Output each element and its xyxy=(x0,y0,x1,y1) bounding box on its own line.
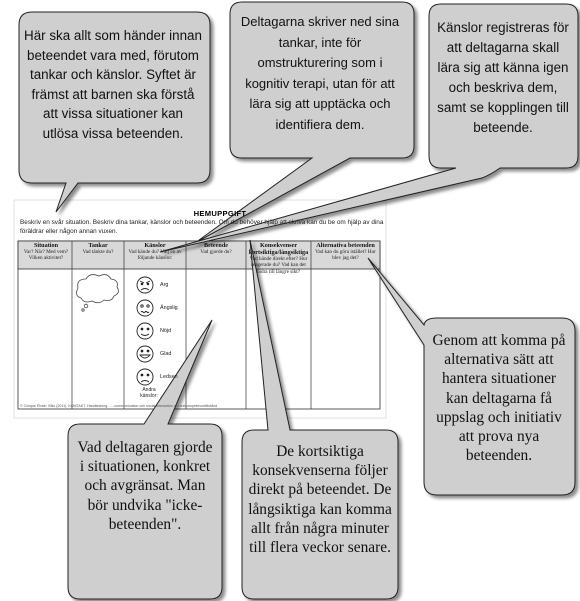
column-subtitle: Vad hände direkt efter? Hur reagerade du? Vad kan det bidra till längre sikt? xyxy=(249,256,308,275)
column-title: Situation xyxy=(33,242,59,249)
column-subtitle: Vad tänkte du? xyxy=(82,249,114,255)
column-subtitle: Vad kände du? Välj en av följande känslor: xyxy=(128,249,182,262)
column-header-consequences xyxy=(247,242,310,275)
happy-face-icon xyxy=(137,346,153,362)
content-face-icon xyxy=(137,323,153,339)
callout-before-text: Här ska allt som händer innan beteendet vara med, förutom tankar och känslor. Syftet är främst att barnen ska förstå att vissa situationer kan utlösa vissa beteenden. xyxy=(24,28,202,141)
emotion-label-angry: Arg xyxy=(160,282,169,288)
emotion-label-happy: Glad xyxy=(160,351,172,357)
emotion-label-content: Nöjd xyxy=(160,328,172,334)
column-header-feelings xyxy=(125,242,185,262)
sad-face-icon xyxy=(137,369,153,385)
worksheet-footer: © Clinque Elvsin. Bilio (2011). KOMTAKT. Handledning... ...communication och social interaction vid autismspektrumtillstånd xyxy=(20,404,218,408)
column-title: Känslor xyxy=(144,242,166,249)
column-title: Alternativa beteenden xyxy=(316,242,375,249)
column-title: Konsekvenser kortsiktiga/långsiktiga xyxy=(248,242,309,256)
callout-consequences-text: De kortsiktiga konsekvenserna följer direkt på beteendet. De långsiktiga kan komma allt från några minuter till flera veckor senare. xyxy=(248,443,392,557)
column-subtitle: Var? När? Med vem? Vilken aktivitet? xyxy=(23,249,69,262)
callout-thoughts-text: Deltagarna skriver ned sina tankar, inte för omstrukturering som i kognitiv terapi, utan för att lära sig att upptäcka och identifiera dem. xyxy=(240,14,400,132)
callout-behavior-text: Vad deltagaren gjorde i situationen, konkret och avgränsat. Man bör undvika "icke-beteenden". xyxy=(77,439,213,533)
callout-feelings-text: Känslor registreras för att deltagarna skall lära sig att känna igen och beskriva dem, samt se kopplingen till beteende. xyxy=(437,20,569,135)
worksheet-instruction: Beskriv en svår situation. Beskriv dina tankar, känslor och beteenden. Om du behöver hjälp att skriva kan du be om hjälp av dina föräldrar eller någon annan vuxen. xyxy=(20,219,384,235)
column-title: Tankar xyxy=(88,242,108,249)
worksheet-title: HEMUPPGIFT xyxy=(193,209,247,218)
emotion-label-sad: Ledsen xyxy=(160,374,178,380)
emotion-other-label: Andra känslor: xyxy=(140,387,158,399)
column-subtitle: Vad kan du göra istället? Hur blev jag det? xyxy=(315,249,376,262)
column-header-thoughts xyxy=(73,242,123,255)
column-title: Beteende xyxy=(203,242,229,249)
callout-alternatives-text: Genom att komma på alternativa sätt att hantera situationer kan deltagarna få uppslag och initiativ att prova nya beteenden. xyxy=(432,332,566,465)
column-subtitle: Vad gjorde du? xyxy=(200,249,232,255)
angry-face-icon xyxy=(137,277,153,293)
anxious-face-icon xyxy=(137,300,153,316)
column-header-alternatives xyxy=(312,242,379,262)
column-header-situation xyxy=(20,242,72,262)
emotion-label-anxious: Ängslig xyxy=(160,305,178,311)
column-header-behavior xyxy=(187,242,245,255)
